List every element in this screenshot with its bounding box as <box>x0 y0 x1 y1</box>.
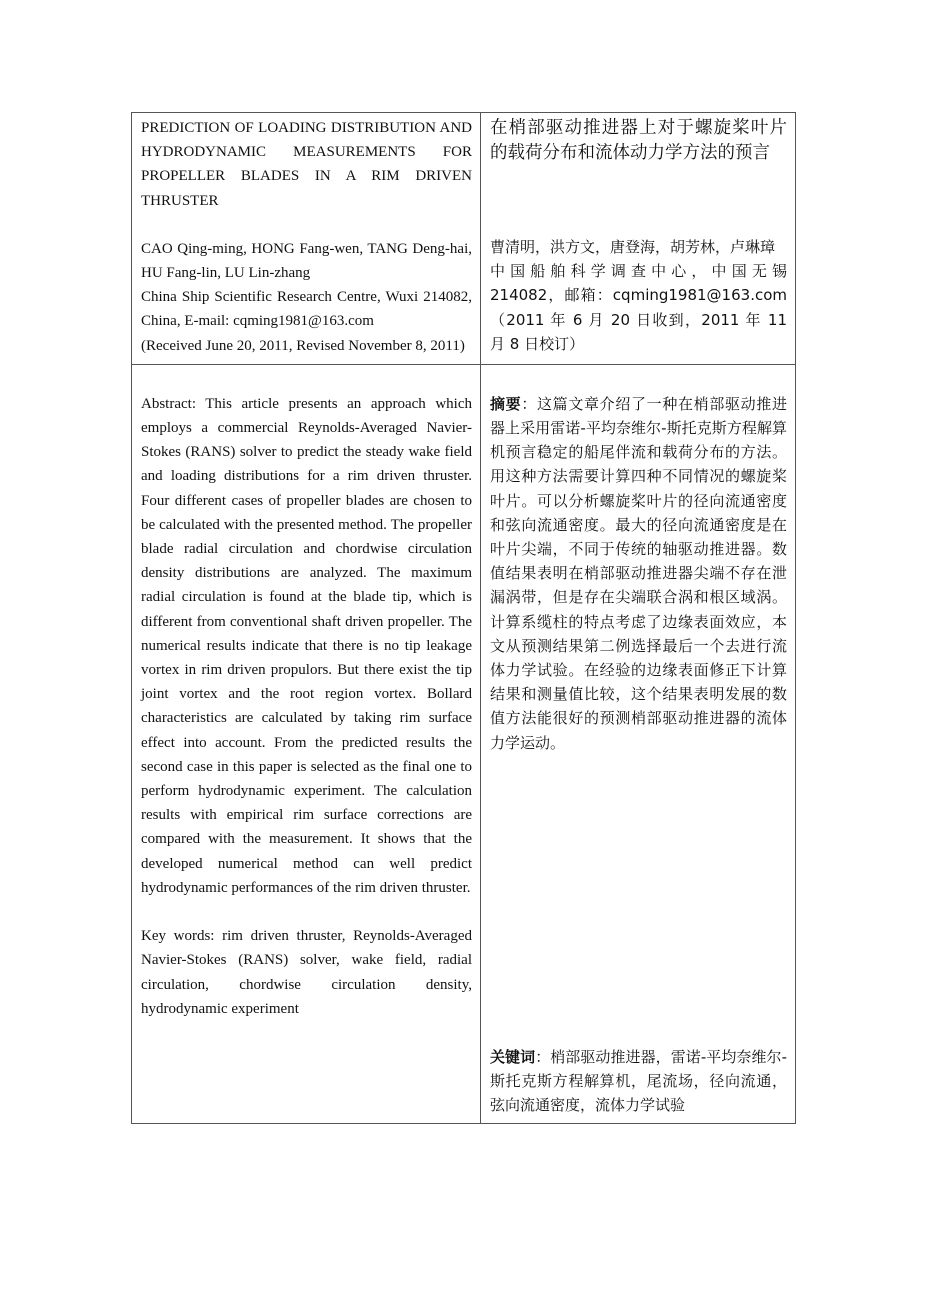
title-row <box>132 113 796 365</box>
spacer <box>141 368 472 392</box>
chinese-title-cell <box>481 113 796 365</box>
chinese-abstract-label: 摘要 <box>490 394 522 413</box>
english-authors: CAO Qing-ming, HONG Fang-wen, TANG Deng-hai, HU Fang-lin, LU Lin-zhang <box>141 240 472 282</box>
english-title-cell <box>132 113 481 365</box>
chinese-keywords-label: 关键词 <box>490 1047 536 1066</box>
english-abstract-cell <box>132 364 481 1124</box>
english-keywords: Key words: rim driven thruster, Reynolds-Averaged Navier-Stokes (RANS) solver, wake field, radial circulation, chordwise circulation density, hydrodynamic experiment <box>141 928 472 1017</box>
spacer <box>490 755 787 1045</box>
english-abstract: Abstract: This article presents an approach which employs a commercial Reynolds-Averaged Navier-Stokes (RANS) solver to predict the steady wake field and loading distributions for a rim driven thruster. Four different cases of propeller blades are chosen to be calculated with the presented method. The propeller blade radial circulation and chordwise circulation density distributions are analyzed. The maximum radial circulation is found at the blade tip, which is different from conventional shaft driven propeller. The numerical results indicate that there is no tip leakage vortex in rim driven propulors. But there exist the tip joint vortex and the root region vortex. Bollard characteristics are calculated by taking rim surface effect into account. From the predicted results the second case in this paper is selected as the final one to perform hydrodynamic experiment. The calculation results with empirical rim surface corrections are compared with the measurement. It shows that the developed numerical method can well predict hydrodynamic performances of the rim driven thruster. <box>141 395 472 896</box>
chinese-title: 在梢部驱动推进器上对于螺旋桨叶片的载荷分布和流体动力学方法的预言 <box>490 118 787 163</box>
english-received: (Received June 20, 2011, Revised November 8, 2011) <box>141 337 465 354</box>
spacer <box>490 165 787 235</box>
chinese-abstract-cell <box>481 364 796 1124</box>
spacer <box>490 368 787 392</box>
spacer <box>141 900 472 924</box>
chinese-abstract-text: ：这篇文章介绍了一种在梢部驱动推进器上采用雷诺-平均奈维尔-斯托克斯方程解算机预言稳定的船尾伴流和载荷分布的方法。用这种方法需要计算四种不同情况的螺旋桨叶片。可以分析螺旋桨叶片的径向流通密度和弦向流通密度。最大的径向流通密度是在叶片尖端，不同于传统的轴驱动推进器。数值结果表明在梢部驱动推进器尖端不存在泄漏涡带，但是存在尖端联合涡和根区域涡。计算系缆柱的特点考虑了边缘表面效应，本文从预测结果第二例选择最后一个去进行流体力学试验。在经验的边缘表面修正下计算结果和测量值比较，这个结果表明发展的数值方法能很好的预测梢部驱动推进器的流体力学运动。 <box>490 394 787 752</box>
english-affiliation: China Ship Scientific Research Centre, Wuxi 214082, China, E-mail: cqming1981@163.com <box>141 289 472 330</box>
spacer <box>141 213 472 237</box>
abstract-row <box>132 364 796 1124</box>
chinese-affiliation-received: 中国船舶科学调查中心，中国无锡 214082，邮箱：cqming1981@163.com（2011 年 6 月 20 日收到，2011 年 11 月 8 日校订） <box>490 262 787 353</box>
chinese-keywords-text: ：梢部驱动推进器，雷诺-平均奈维尔-斯托克斯方程解算机，尾流场，径向流通，弦向流通密度，流体力学试验 <box>490 1047 787 1115</box>
chinese-authors: 曹清明，洪方文，唐登海，胡芳林，卢琳璋 <box>490 238 776 256</box>
english-title: PREDICTION OF LOADING DISTRIBUTION AND HYDRODYNAMIC MEASUREMENTS FOR PROPELLER BLADES IN A RIM DRIVEN THRUSTER <box>141 120 472 209</box>
bilingual-abstract-table <box>131 112 796 1124</box>
chinese-abstract <box>490 392 787 755</box>
chinese-keywords <box>490 1045 787 1118</box>
